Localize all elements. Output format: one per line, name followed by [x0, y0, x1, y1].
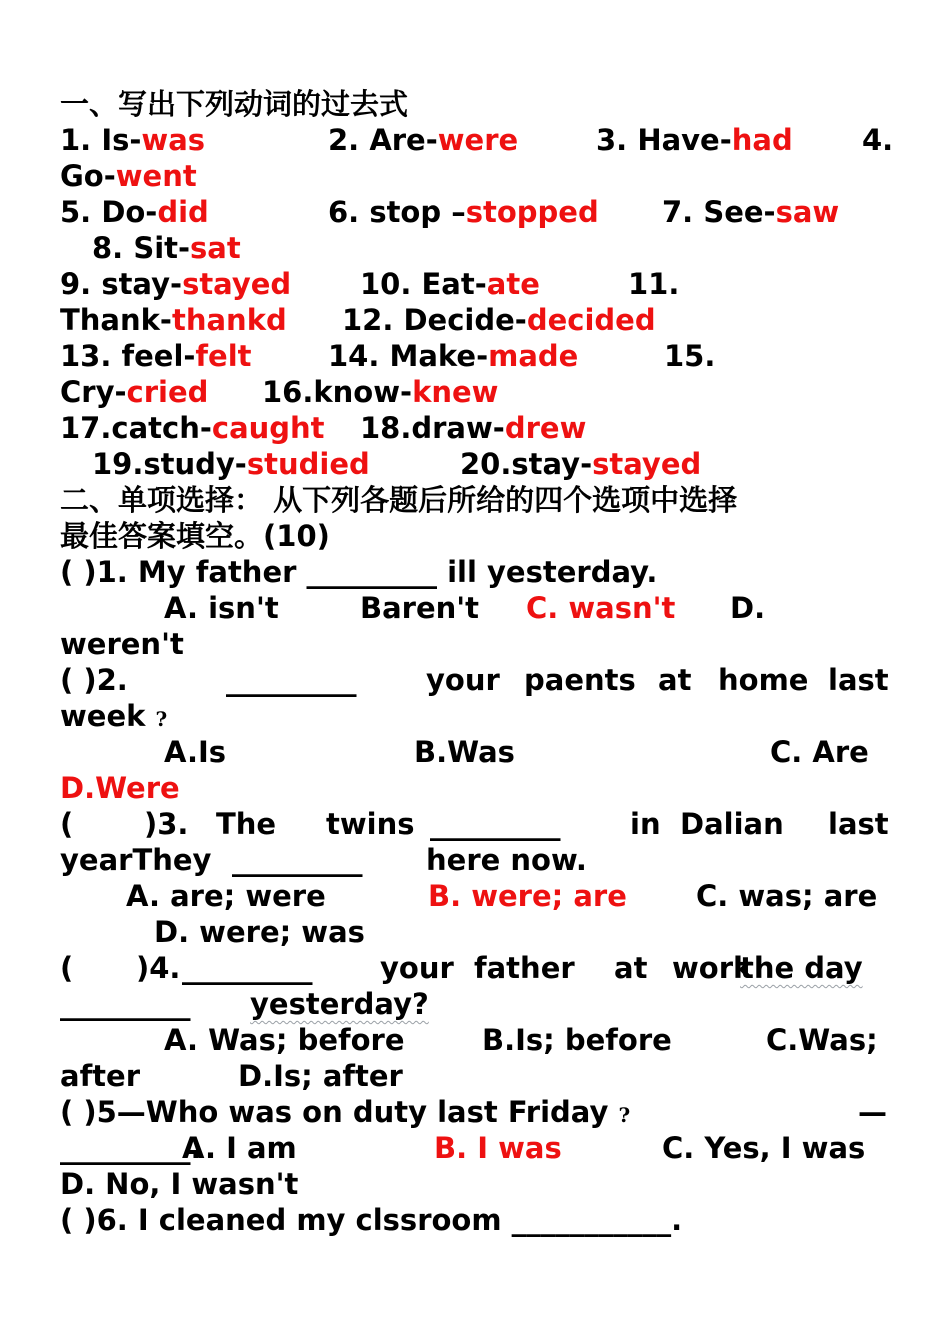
q3-option-a: A. are; were — [126, 879, 326, 913]
verb-line-8 — [60, 374, 890, 410]
question-1-stem: ( )1. My father _________ ill yesterday. — [60, 555, 658, 589]
question-2 — [60, 662, 890, 698]
answer-blank[interactable]: _________ — [182, 951, 313, 985]
q1-option-d-label: D. — [730, 591, 766, 625]
verb-line-1 — [60, 122, 894, 158]
q2-option-b: B.Was — [414, 735, 515, 769]
verb-line-3 — [60, 194, 890, 230]
section2-subtitle: 最佳答案填空。(10) — [60, 519, 330, 553]
q4-number: )4. — [136, 951, 181, 985]
q5-option-b: B. I was — [434, 1131, 562, 1165]
q4-option-b: B.Is; before — [482, 1023, 672, 1057]
question-1-options-cont — [60, 626, 890, 662]
verb-line-7 — [60, 338, 890, 374]
question-5-stem: ( )5—Who was on duty last Friday ? — [60, 1095, 631, 1129]
worksheet — [60, 86, 894, 1238]
question-4 — [60, 950, 890, 986]
verb-item-7: 7. See-saw — [662, 195, 840, 229]
q2-number: ( )2. — [60, 663, 128, 697]
q1-option-d: weren't — [60, 627, 184, 661]
verb-line-5 — [60, 266, 890, 302]
q3-word: in — [630, 807, 661, 841]
q5-option-c: C. Yes, I was — [662, 1131, 866, 1165]
q2-word: at — [658, 663, 692, 697]
q4-paren: ( — [60, 951, 74, 985]
question-3-options — [60, 878, 890, 914]
question-4-options — [60, 1022, 890, 1058]
q4-word: father — [474, 951, 575, 985]
section2-title-line-2 — [60, 518, 890, 554]
section1-title-line — [60, 86, 890, 122]
verb-item-18: 18.draw-drew — [360, 411, 587, 445]
answer-blank[interactable]: _________. — [60, 1131, 202, 1165]
question-5-options-cont — [60, 1166, 890, 1202]
q3-word: last — [828, 807, 889, 841]
verb-line-6 — [60, 302, 890, 338]
section2-title-line-1 — [60, 482, 890, 518]
question-5-options — [60, 1130, 890, 1166]
question-6-stem: ( )6. I cleaned my clssroom ___________. — [60, 1203, 683, 1237]
q4-option-d: D.Is; after — [238, 1059, 403, 1093]
q3-word: Dalian — [680, 807, 784, 841]
verb-item-11-num: 11. — [628, 267, 680, 301]
verb-item-20: 20.stay-stayed — [460, 447, 702, 481]
q2-word: last — [828, 663, 889, 697]
answer-blank[interactable]: _________ — [226, 663, 357, 697]
q3-word: twins — [326, 807, 415, 841]
verb-item-6: 6. stop –stopped — [328, 195, 599, 229]
q2-word: paents — [524, 663, 636, 697]
q2-word: week ? — [60, 699, 168, 733]
q1-option-a: A. isn't — [164, 591, 279, 625]
section2-title: 二、单项选择： 从下列各题后所给的四个选项中选择 — [60, 483, 738, 517]
q3-paren: ( — [60, 807, 74, 841]
verb-item-16: 16.know-knew — [262, 375, 499, 409]
q4-word: work — [672, 951, 753, 985]
verb-item-4: Go-went — [60, 159, 197, 193]
verb-line-10 — [60, 446, 890, 482]
verb-item-9: 9. stay-stayed — [60, 267, 292, 301]
verb-item-5: 5. Do-did — [60, 195, 209, 229]
q4-option-c: C.Was; — [766, 1023, 878, 1057]
answer-blank[interactable]: _________ — [306, 555, 438, 589]
q3-option-d: D. were; was — [154, 915, 365, 949]
question-6 — [60, 1202, 890, 1238]
q3-word: The — [216, 807, 277, 841]
q5-dash: — — [858, 1095, 887, 1129]
q2-word: your — [426, 663, 500, 697]
section1-title: 一、写出下列动词的过去式 — [60, 87, 409, 121]
verb-item-19: 19.study-studied — [92, 447, 370, 481]
question-5 — [60, 1094, 890, 1130]
q5-option-a: A. I am — [182, 1131, 297, 1165]
verb-item-4-num: 4. — [862, 123, 894, 157]
verb-item-10: 10. Eat-ate — [360, 267, 540, 301]
q1-option-c: C. wasn't — [526, 591, 676, 625]
verb-item-14: 14. Make-made — [328, 339, 579, 373]
answer-blank[interactable]: ___________. — [511, 1203, 683, 1237]
q4-option-c-cont: after — [60, 1059, 141, 1093]
question-1-options — [60, 590, 890, 626]
question-3-cont — [60, 842, 890, 878]
verb-item-15-num: 15. — [664, 339, 716, 373]
q4-word: the day — [740, 951, 863, 985]
question-3-options-cont — [60, 914, 890, 950]
q4-word: at — [614, 951, 648, 985]
verb-item-1: 1. Is-was — [60, 123, 206, 157]
verb-line-9 — [60, 410, 890, 446]
question-2-options-cont — [60, 770, 890, 806]
answer-blank[interactable]: _________ — [60, 987, 191, 1021]
verb-item-2: 2. Are-were — [328, 123, 519, 157]
answer-blank[interactable]: _________ — [430, 807, 561, 841]
q5-option-d: D. No, I wasn't — [60, 1167, 299, 1201]
q3-word: yearThey — [60, 843, 212, 877]
verb-line-2 — [60, 158, 890, 194]
q1-option-b: Baren't — [360, 591, 480, 625]
verb-item-13: 13. feel-felt — [60, 339, 252, 373]
question-3 — [60, 806, 890, 842]
answer-blank[interactable]: _________ — [232, 843, 363, 877]
q3-option-b: B. were; are — [428, 879, 627, 913]
q4-word: yesterday? — [250, 987, 429, 1021]
question-1 — [60, 554, 890, 590]
q4-word: your — [380, 951, 454, 985]
verb-item-3: 3. Have-had — [596, 123, 793, 157]
question-4-cont — [60, 986, 890, 1022]
question-2-options — [60, 734, 890, 770]
verb-line-4 — [60, 230, 890, 266]
q3-number: )3. — [144, 807, 189, 841]
verb-item-11: Thank-thankd — [60, 303, 287, 337]
verb-item-8: 8. Sit-sat — [92, 231, 241, 265]
q2-option-d: D.Were — [60, 771, 180, 805]
q2-option-a: A.Is — [164, 735, 227, 769]
verb-item-15: Cry-cried — [60, 375, 209, 409]
q3-word: here now. — [426, 843, 587, 877]
q4-option-a: A. Was; before — [164, 1023, 405, 1057]
q3-option-c: C. was; are — [696, 879, 878, 913]
question-4-options-cont — [60, 1058, 890, 1094]
q2-option-c: C. Are — [770, 735, 869, 769]
q2-word: home — [718, 663, 809, 697]
question-2-cont — [60, 698, 890, 734]
verb-item-17: 17.catch-caught — [60, 411, 325, 445]
verb-item-12: 12. Decide-decided — [342, 303, 656, 337]
